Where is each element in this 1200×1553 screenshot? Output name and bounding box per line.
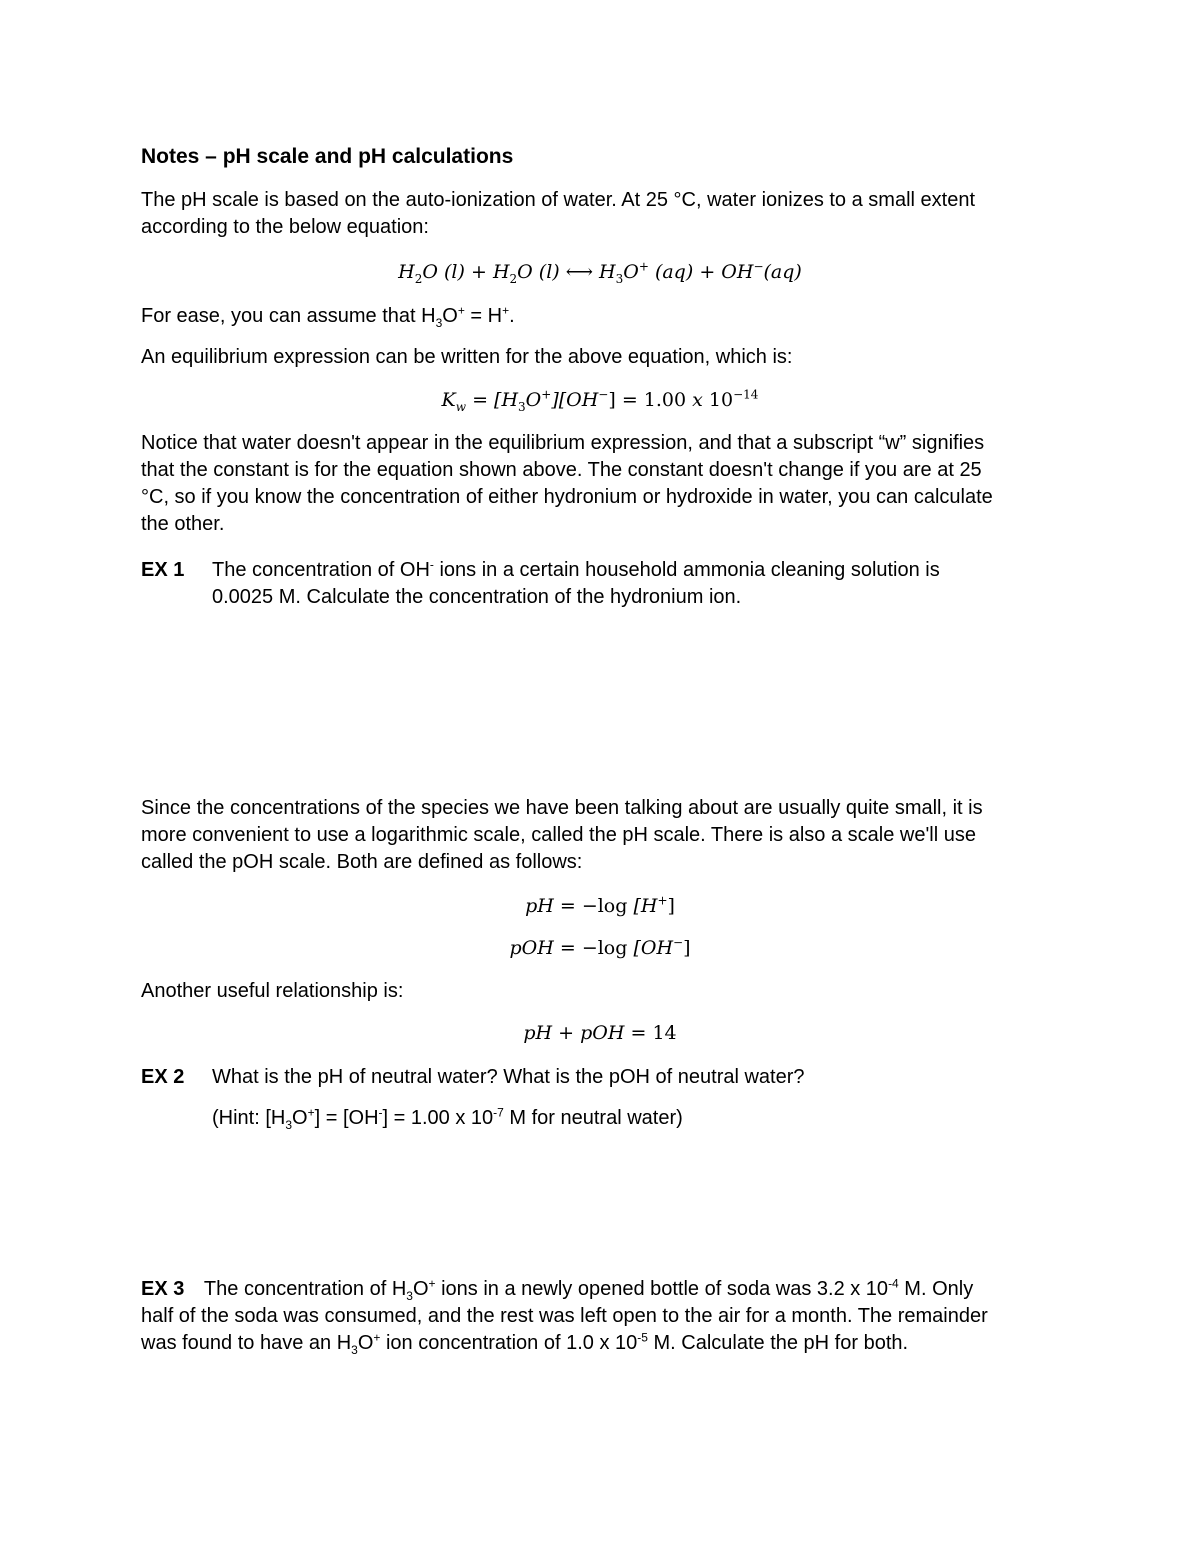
water-ionization-equation: $H_2O$ $(l) + H_2O$ (l) ⟷ $H_3O^+$ (aq) + OH−(aq): [398, 259, 802, 286]
relationship-intro: Another useful relationship is:: [141, 980, 404, 1002]
assumption-sentence: For ease, you can assume that $H_3O^+ = H^+$.: [141, 303, 515, 330]
intro-line-1: The pH scale is based on the auto-ionization of water. At 25 °C, water ionizes to a small extent: [141, 189, 976, 211]
page-title: Notes – pH scale and pH calculations: [141, 145, 514, 168]
ph-definition-equation: pH = −log [H+]: [525, 893, 675, 917]
example-3: EX 3 The concentration of $H_3O^+$ ions in a newly opened bottle of soda was 3.2 x $10^{-4}$ M. Only half of the soda was consumed, and the rest was left open to the air for a month. The remainder was found to have an $H_3O^+$ ion concentration of 1.0 x $10^{-5}$ M. Calculate the pH for both.: [141, 1276, 988, 1357]
example-1: [141, 557, 1061, 617]
example-2-label: EX 2: [141, 1066, 185, 1088]
ph-poh-sum-equation: pH + pOH = 14: [523, 1022, 677, 1044]
poh-definition-equation: pOH = −log [OH−]: [509, 935, 691, 959]
log-scale-paragraph: Since the concentrations of the species we have been talking about are usually quite small, it is more convenient to use a logarithmic scale, called the pH scale. There is also a scale we'll use called the pOH scale. Both are defined as follows:: [141, 797, 983, 873]
notice-paragraph: Notice that water doesn't appear in the equilibrium expression, and that a subscript “w” signifies that the constant is for the equation shown above. The constant doesn't change if you are at 25 °C, so if you know the concentration of either hydronium or hydroxide in water, you can calculate the other.: [141, 432, 993, 535]
intro-paragraph: [141, 187, 1061, 241]
example-3-label: EX 3: [141, 1278, 185, 1300]
example-1-label: EX 1: [141, 559, 185, 581]
example-2: [141, 1064, 1061, 1134]
example-1-text: The concentration of OH- ions in a certain household ammonia cleaning solution is 0.0025 M. Calculate the concentration of the hydronium ion.: [212, 557, 940, 608]
example-2-text: What is the pH of neutral water? What is the pOH of neutral water? (Hint: $[H_3O^+] = [OH^-] = 1.00$ x $10^{-7}$ M for neutral water): [212, 1064, 1032, 1132]
intro-line-2: according to the below equation:: [141, 216, 429, 238]
kw-equation: $K_w = [H_3O^+][OH^-] = 1.00$ x $10^{-14}$: [441, 387, 759, 414]
example-2-hint: (Hint: $[H_3O^+] = [OH^-] = 1.00$ x $10^{-7}$ M for neutral water): [212, 1105, 683, 1132]
equilibrium-intro: An equilibrium expression can be written for the above equation, which is:: [141, 346, 793, 368]
